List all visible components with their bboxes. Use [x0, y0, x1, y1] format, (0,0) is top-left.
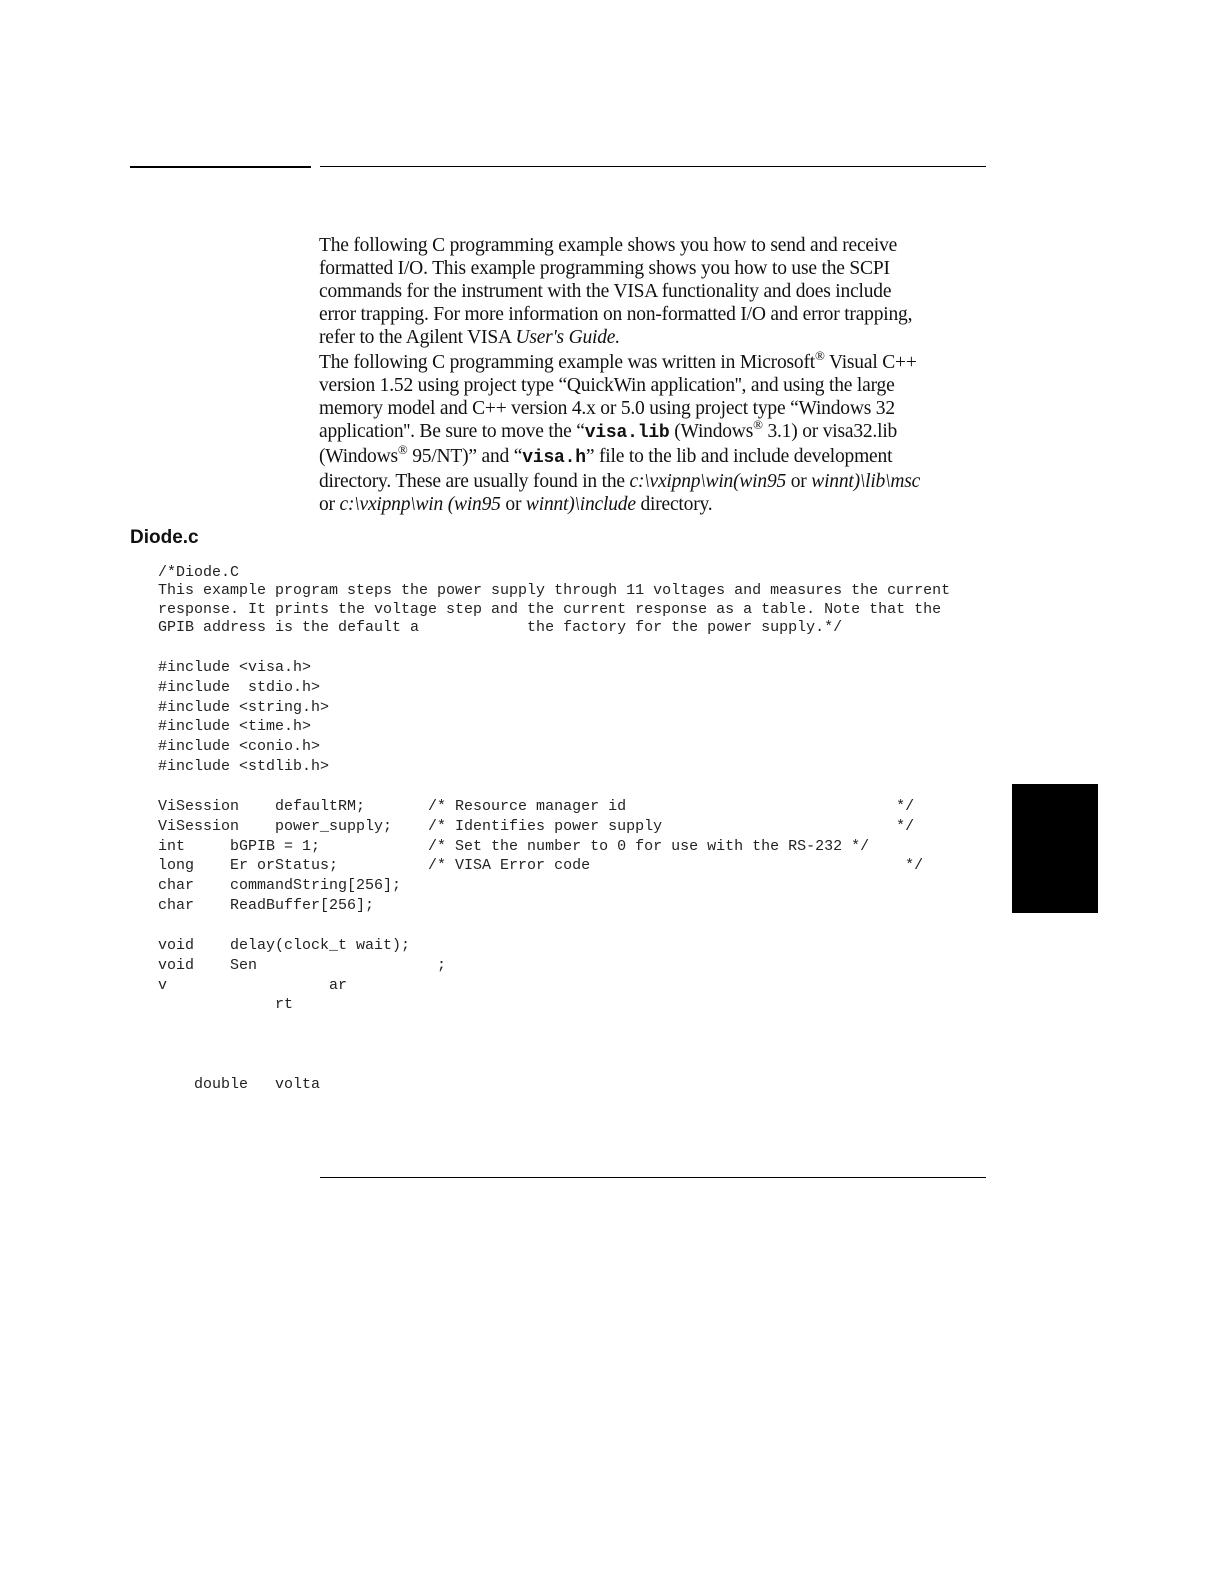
registered-mark: ® — [397, 442, 408, 457]
intro-line-2: formatted I/O. This example programming shows you how to use the SCPI — [319, 258, 890, 279]
compile-text: Visual C++ — [824, 352, 917, 373]
intro-line-1: The following C programming example shows you how to send and receive — [319, 235, 898, 256]
visa-lib-filename: visa.lib — [584, 423, 670, 443]
chapter-tab-marker — [1012, 784, 1098, 913]
registered-mark: ® — [814, 348, 825, 363]
code-includes: #include <visa.h> #include stdio.h> #include <string.h> #include <time.h> #include <conio.h> #include <stdlib.h> — [158, 659, 330, 775]
compile-text: The following C programming example was written in Microsoft — [319, 352, 815, 373]
header-rule-left — [130, 166, 311, 168]
section-heading: Diode.c — [130, 527, 199, 548]
compile-text: or — [500, 494, 526, 515]
compile-text: directory. These are usually found in the — [319, 471, 630, 492]
intro-line-4: error trapping. For more information on non-formatted I/O and error trapping, — [319, 304, 913, 325]
compile-line-4 — [319, 417, 991, 445]
compile-text: or — [319, 494, 340, 515]
compile-text: 3.1) or visa32.lib — [762, 421, 898, 442]
footer-rule — [320, 1177, 986, 1178]
include-path: c:\vxipnp\win (win95 — [339, 494, 501, 515]
compile-text: (Windows — [669, 421, 754, 442]
compile-text: or — [786, 471, 812, 492]
code-comment-header: /*Diode.C This example program steps the power supply through 11 voltages and measures the current response. It prints the voltage step and the current response as a table. Note that the GPIB address is the default a the factory for the power supply.*/ — [158, 564, 951, 636]
intro-paragraph — [319, 234, 991, 349]
intro-line-3: commands for the instrument with the VISA functionality and does include — [319, 281, 892, 302]
compile-line-7 — [319, 493, 991, 516]
users-guide-title: User's Guide. — [515, 327, 620, 348]
compile-line-3: memory model and C++ version 4.x or 5.0 using project type “Windows 32 — [319, 398, 895, 419]
compile-line-2: version 1.52 using project type “QuickWin application'', and using the large — [319, 375, 895, 396]
intro-line-5-text: refer to the Agilent VISA — [319, 327, 516, 348]
compile-paragraph — [319, 348, 991, 516]
visa-h-filename: visa.h — [522, 448, 586, 468]
include-path-winnt: winnt)\include — [525, 494, 636, 515]
compile-text: ” file to the lib and include development — [585, 446, 893, 467]
lib-path: c:\vxipnp\win(win95 — [629, 471, 787, 492]
lib-path-winnt: winnt)\lib\msc — [811, 471, 921, 492]
header-rule-right — [320, 166, 986, 167]
compile-text: 95/NT)” and “ — [407, 446, 523, 467]
intro-line-5 — [319, 326, 991, 349]
code-declarations: ViSession defaultRM; /* Resource manager id */ ViSession power_supply; /* Identifies power supply */ int bGPIB = 1; /* Set the number to 0 for use with the RS-232 */ long Er orStatus; /* VISA Error code */ char commandString[256]; char ReadBuffer[256]; — [158, 798, 924, 914]
code-prototypes: void delay(clock_t wait); void Sen ; v ar rt — [158, 937, 447, 1014]
compile-text: directory. — [635, 494, 713, 515]
compile-text: application''. Be sure to move the “ — [319, 421, 585, 442]
compile-line-1 — [319, 348, 991, 374]
compile-text: (Windows — [319, 446, 398, 467]
code-body: double volta — [158, 1076, 321, 1093]
registered-mark: ® — [753, 417, 763, 432]
compile-line-6 — [319, 470, 991, 493]
compile-line-5 — [319, 442, 991, 470]
